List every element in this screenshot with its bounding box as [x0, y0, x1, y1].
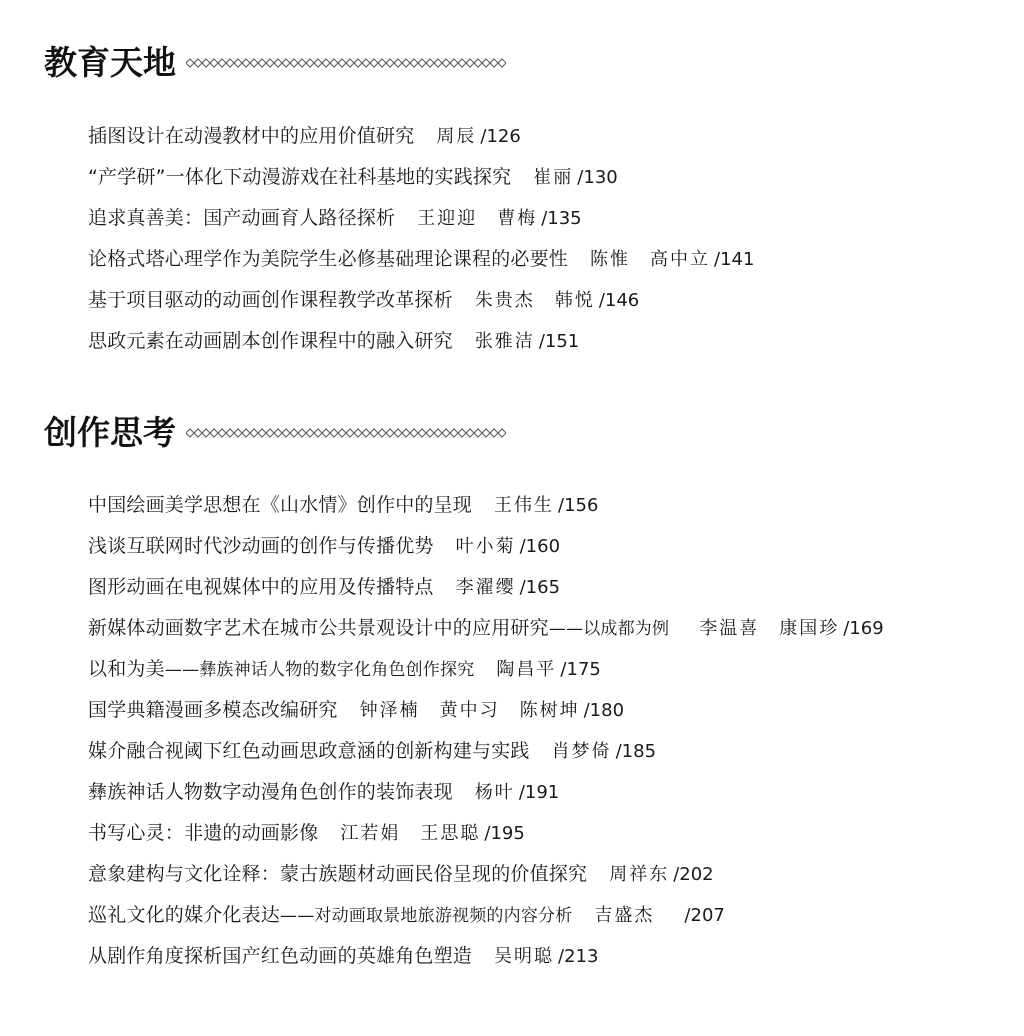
- entry-page: /160: [519, 536, 561, 557]
- entry-title: 媒介融合视阈下红色动画思政意涵的创新构建与实践: [88, 740, 530, 762]
- section-header-education: [44, 38, 508, 82]
- entry-title: 图形动画在电视媒体中的应用及传播特点: [88, 576, 434, 598]
- entry-page: /185: [615, 741, 657, 762]
- toc-entry[interactable]: [88, 534, 560, 558]
- entry-title: 追求真善美：国产动画育人路径探析: [88, 207, 396, 229]
- toc-entry[interactable]: [88, 944, 598, 968]
- entry-author: 吉盛杰: [594, 905, 655, 926]
- entry-page: /165: [519, 577, 561, 598]
- toc-entry[interactable]: [88, 575, 560, 599]
- entry-page: /126: [480, 126, 521, 147]
- toc-entry[interactable]: [88, 903, 725, 927]
- entry-page: /213: [558, 946, 599, 967]
- entry-title: 中国绘画美学思想在《山水情》创作中的呈现: [88, 494, 473, 516]
- entry-title: 基于项目驱动的动画创作课程教学改革探析: [88, 289, 453, 311]
- section-title: 教育天地: [44, 42, 176, 82]
- entry-title: “产学研”一体化下动漫游戏在社科基地的实践探究: [88, 166, 512, 188]
- entry-author: 江若娟: [340, 823, 401, 844]
- entry-title: 彝族神话人物数字动漫角色创作的装饰表现: [88, 781, 453, 803]
- entry-title: 浅谈互联网时代沙动画的创作与传播优势: [88, 535, 434, 557]
- entry-author: 周辰: [436, 126, 477, 147]
- entry-author: 康国珍: [779, 618, 840, 639]
- entry-author: 张雅洁: [474, 331, 535, 352]
- entry-title: 插图设计在动漫教材中的应用价值研究: [88, 125, 415, 147]
- entry-title: 巡礼文化的媒介化表达: [88, 904, 281, 926]
- toc-entry[interactable]: [88, 206, 582, 230]
- entry-title: 以和为美: [88, 658, 165, 680]
- entry-author: 崔丽: [533, 167, 574, 188]
- entry-page: /207: [684, 905, 725, 926]
- entry-author: 王思聪: [420, 823, 481, 844]
- entry-author: 黄中习: [439, 700, 500, 721]
- entry-author: 韩悦: [554, 290, 595, 311]
- entry-title: 从剧作角度探析国产红色动画的英雄角色塑造: [88, 945, 473, 967]
- toc-entry[interactable]: [88, 657, 601, 681]
- entry-page: /151: [538, 331, 580, 352]
- toc-entry[interactable]: [88, 862, 714, 886]
- entry-author: 叶小菊: [455, 536, 516, 557]
- toc-entry[interactable]: [88, 698, 624, 722]
- entry-subtitle: ——彝族神话人物的数字化角色创作探究: [164, 660, 475, 680]
- entry-author: 肖梦倚: [551, 741, 612, 762]
- entry-title: 国学典籍漫画多模态改编研究: [88, 699, 338, 721]
- zigzag-divider-icon: [186, 428, 508, 438]
- entry-title: 思政元素在动画剧本创作课程中的融入研究: [88, 330, 453, 352]
- entry-title: 新媒体动画数字艺术在城市公共景观设计中的应用研究: [88, 617, 549, 639]
- entry-page: /141: [714, 249, 755, 270]
- entry-page: /135: [541, 208, 582, 229]
- entry-author: 高中立: [650, 249, 711, 270]
- entry-author: 钟泽楠: [359, 700, 420, 721]
- entry-author: 吴明聪: [494, 946, 555, 967]
- entry-subtitle: ——对动画取景地旅游视频的内容分析: [280, 906, 573, 926]
- entry-page: /156: [558, 495, 599, 516]
- entry-author: 李温喜: [699, 618, 760, 639]
- entry-author: 李濯缨: [455, 577, 516, 598]
- toc-entry[interactable]: [88, 124, 521, 148]
- entry-page: /180: [583, 700, 625, 721]
- entry-title: 意象建构与文化诠释：蒙古族题材动画民俗呈现的价值探究: [88, 863, 588, 885]
- toc-entry[interactable]: [88, 493, 598, 517]
- zigzag-divider-icon: [186, 58, 508, 68]
- entry-title: 书写心灵：非遗的动画影像: [88, 822, 319, 844]
- entry-page: /202: [673, 864, 714, 885]
- entry-author: 杨叶: [474, 782, 515, 803]
- toc-entry[interactable]: [88, 821, 525, 845]
- entry-page: /169: [843, 618, 884, 639]
- entry-author: 陈树坤: [519, 700, 580, 721]
- entry-title: 论格式塔心理学作为美院学生必修基础理论课程的必要性: [88, 248, 569, 270]
- toc-entry[interactable]: [88, 780, 559, 804]
- entry-author: 朱贵杰: [474, 290, 535, 311]
- section-header-creative: [44, 408, 508, 452]
- section-title: 创作思考: [44, 412, 176, 452]
- toc-entry[interactable]: [88, 247, 754, 271]
- entry-author: 曹梅: [497, 208, 538, 229]
- toc-entry[interactable]: [88, 616, 884, 640]
- entry-page: /195: [484, 823, 525, 844]
- toc-entry[interactable]: [88, 329, 579, 353]
- entry-page: /175: [560, 659, 601, 680]
- entry-subtitle: ——以成都为例: [548, 619, 670, 639]
- entry-page: /191: [518, 782, 560, 803]
- toc-entry[interactable]: [88, 739, 656, 763]
- entry-author: 陈惟: [590, 249, 631, 270]
- entry-page: /130: [577, 167, 618, 188]
- toc-entry[interactable]: [88, 165, 618, 189]
- entry-author: 王迎迎: [417, 208, 478, 229]
- entry-author: 陶昌平: [496, 659, 557, 680]
- toc-entry[interactable]: [88, 288, 639, 312]
- entry-author: 王伟生: [494, 495, 555, 516]
- entry-author: 周祥东: [609, 864, 670, 885]
- entry-page: /146: [598, 290, 640, 311]
